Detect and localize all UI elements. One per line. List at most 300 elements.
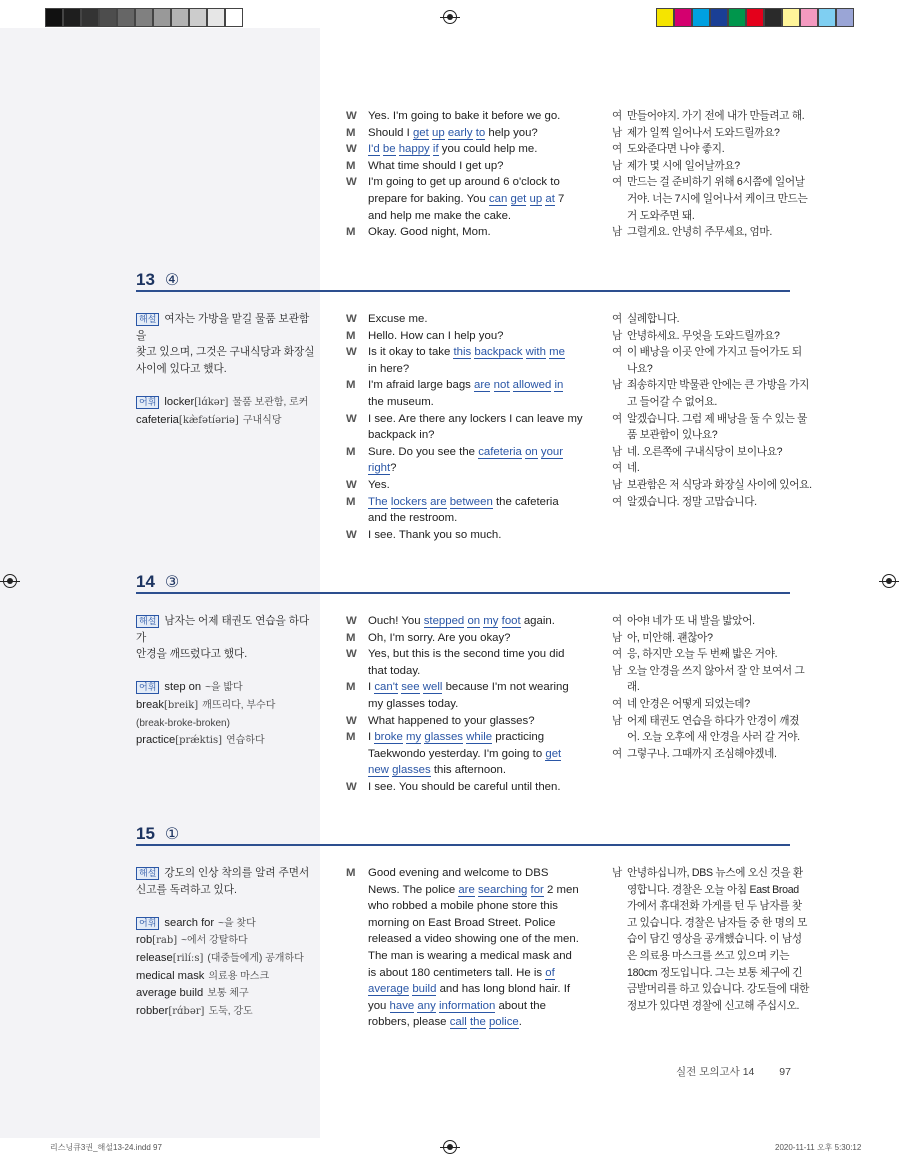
translation-text: 어. 오늘 오후에 새 안경을 사러 갈 거야.	[627, 731, 800, 744]
answer-blank-word: my	[406, 731, 422, 744]
answer-blank-word: up	[529, 192, 543, 205]
answer-blank-group	[374, 731, 492, 744]
answer-blank-word: this	[453, 346, 472, 359]
dialogue-script	[346, 311, 590, 543]
answer-blank-group	[368, 764, 431, 777]
vocab-entry	[136, 394, 316, 412]
line-text	[368, 646, 590, 663]
dialogue-line	[346, 344, 590, 361]
speaker-label: 남	[612, 329, 622, 342]
line-text	[368, 527, 590, 544]
translation-line	[612, 444, 792, 461]
vocab-word: locker	[164, 395, 195, 408]
speaker-label: 남	[612, 867, 622, 879]
vocab-entry	[136, 932, 316, 950]
translation-text: 만들어야지. 가기 전에 내가 만들려고 해.	[627, 110, 805, 122]
speaker-label	[612, 729, 627, 746]
speaker-label: M	[346, 681, 356, 694]
answer-blank-word: average	[368, 983, 410, 996]
plain-text: The man is wearing a medical mask and	[368, 949, 572, 962]
speaker-label: W	[346, 615, 357, 627]
answer-blank-word: to	[475, 126, 486, 139]
speaker-label: M	[346, 126, 356, 139]
translation-line	[612, 865, 803, 882]
translation-line	[612, 141, 792, 158]
plain-text: Good evening and welcome to DBS	[368, 867, 549, 879]
plain-text: .	[518, 1016, 522, 1029]
translation-text: 그렇구나. 그때까지 조심해야겠네.	[627, 747, 777, 760]
translation-line	[612, 344, 802, 361]
vocab-phonetic: [rilíːs]	[172, 952, 204, 964]
plain-text: and has long blond hair. If	[436, 983, 571, 996]
speaker-label: M	[346, 379, 356, 392]
speaker-label: 남	[612, 631, 622, 644]
vocab-entry	[136, 915, 316, 933]
dialogue-line	[346, 477, 590, 494]
speaker-label: W	[346, 346, 357, 359]
line-text	[368, 477, 590, 494]
explanation-text: 찾고 있으며, 그것은 구내식당과 화장실	[136, 346, 315, 359]
line-text	[368, 191, 590, 208]
speaker-label: 여	[612, 747, 622, 760]
speaker-label: 여	[612, 495, 622, 508]
registration-mark-icon	[443, 1140, 457, 1154]
page-folio	[676, 1064, 791, 1079]
speaker-label: 여	[612, 615, 622, 627]
dialogue-line	[346, 141, 590, 158]
plain-text: and help me make the cake.	[368, 209, 512, 222]
answer-blank-group	[413, 127, 485, 140]
translation-line	[612, 311, 792, 328]
plain-text: I see. Thank you so much.	[368, 528, 502, 541]
line-text	[368, 696, 590, 713]
plain-text: What happened to your glasses?	[368, 714, 535, 727]
plain-text: What time should I get up?	[368, 159, 504, 172]
speaker-label: 여	[612, 176, 622, 189]
translation-line	[612, 713, 800, 730]
line-text	[368, 948, 590, 965]
dialogue-line	[346, 328, 590, 345]
speaker-label: 남	[612, 664, 622, 677]
line-text	[368, 427, 590, 444]
dialogue-line	[346, 679, 590, 696]
answer-blank-word: up	[431, 126, 445, 139]
plain-text: again.	[520, 615, 555, 627]
vocab-meaning: ~을 밟다	[205, 682, 243, 694]
speaker-label	[612, 679, 627, 696]
answer-blank-word: happy	[398, 143, 430, 156]
speaker-label: W	[346, 412, 357, 425]
plain-text: 7	[554, 192, 565, 205]
speaker-label	[346, 394, 368, 411]
plain-text: Yes.	[368, 478, 390, 491]
translation-text: 안녕하십니까, DBS 뉴스에 오신 것을 환	[627, 867, 803, 879]
slug-date: 2020-11-11 오후 5:30:12	[775, 1143, 862, 1152]
translation-line	[612, 696, 792, 713]
line-text	[368, 108, 590, 125]
translation-text: 응, 하지만 오늘 두 번째 밟은 거야.	[627, 648, 778, 661]
speaker-label	[346, 898, 368, 915]
plain-text: Excuse me.	[368, 313, 428, 325]
line-text	[368, 882, 590, 899]
translation-text: 정보가 있다면 경찰에 신고해 주십시오.	[627, 999, 800, 1012]
vocab-phonetic: [rab]	[152, 935, 178, 947]
translation-text: 알겠습니다. 그럼 제 배낭을 둘 수 있는 물	[627, 412, 808, 425]
translation-text: 은 의료용 마스크를 쓰고 있으며 키는	[627, 949, 790, 962]
speaker-label: M	[346, 445, 356, 458]
vocab-meaning: 의료용 마스크	[208, 970, 270, 982]
speaker-label	[612, 965, 627, 982]
answer-blank-group	[545, 748, 561, 761]
answer-blank-word: I'd	[368, 143, 380, 156]
vocab-meaning: (대중들에게) 공개하다	[207, 952, 304, 964]
speaker-label	[346, 965, 368, 982]
translation-text: 고 있습니다. 경찰은 남자들 중 한 명의 모	[627, 916, 808, 929]
translation-text: 만드는 걸 준비하기 위해 6시쯤에 일어날	[627, 176, 805, 189]
line-text	[368, 713, 590, 730]
speaker-label: W	[346, 110, 357, 122]
translation-text: 제가 몇 시에 일어날까요?	[627, 159, 740, 172]
dialogue-line	[346, 311, 590, 328]
translation-text: 네 안경은 어떻게 되었는데?	[627, 697, 750, 710]
speaker-label	[346, 746, 368, 763]
speaker-label: 여	[612, 143, 622, 156]
color-swatch	[153, 8, 171, 27]
line-text	[368, 125, 590, 142]
vocab-word: practice	[136, 734, 176, 747]
speaker-label: M	[346, 495, 356, 508]
answer-blank-word: searching	[477, 883, 528, 896]
answer-blank-word: early	[447, 126, 473, 139]
translation-text: 고 들어갈 수 없어요.	[627, 395, 718, 408]
translation-line	[612, 224, 792, 241]
translation-text: 아야! 네가 또 내 발을 밟았어.	[627, 615, 755, 627]
speaker-label: 남	[612, 159, 622, 172]
translation-text: 습이 담긴 영상을 공개했습니다. 이 남성	[627, 933, 802, 946]
answer-blank-group	[478, 446, 563, 459]
dialogue-line	[346, 125, 590, 142]
korean-translation	[612, 108, 808, 241]
vocab-meaning: 보통 체구	[207, 988, 249, 1000]
dialogue-line	[346, 981, 590, 998]
answer-blank-word: in	[554, 379, 564, 392]
plain-text: News. The police	[368, 883, 459, 896]
dialogue-line	[346, 377, 590, 394]
vocab-entry	[136, 697, 316, 715]
color-swatch	[836, 8, 854, 27]
translation-line	[612, 998, 800, 1015]
translation-line	[612, 125, 792, 142]
vocab-badge: 어휘	[136, 396, 159, 409]
speaker-label	[612, 948, 627, 965]
vocab-word: robber	[136, 1004, 169, 1017]
answer-blank-group	[458, 884, 544, 897]
line-text	[368, 411, 590, 428]
explanation-badge: 해설	[136, 867, 159, 880]
translation-text: 가에서 휴대전화 가게를 턴 두 남자를 찾	[627, 900, 802, 913]
color-swatch	[728, 8, 746, 27]
answer-blank-word: the	[469, 1016, 486, 1029]
vocab-phonetic: [rɑ́bər]	[168, 1005, 205, 1017]
answer-blank-word: are	[458, 883, 475, 896]
answer-blank-group	[368, 496, 493, 509]
translation-text: 알겠습니다. 정말 고맙습니다.	[627, 495, 757, 508]
line-text	[368, 865, 590, 882]
plain-text: released a video showing one of the men.	[368, 933, 579, 946]
color-swatch	[692, 8, 710, 27]
line-text	[368, 613, 590, 630]
dialogue-line	[346, 108, 590, 125]
answer-mark: ①	[164, 826, 180, 843]
speaker-label: 여	[612, 648, 622, 661]
color-swatch	[800, 8, 818, 27]
line-text	[368, 377, 590, 394]
plain-text: Should I	[368, 126, 413, 139]
translation-line	[612, 882, 799, 899]
speaker-label: 여	[612, 412, 622, 425]
vocab-entry	[136, 715, 316, 733]
plain-text: in here?	[368, 362, 410, 375]
plain-text: backpack in?	[368, 429, 435, 442]
vocab-entry	[136, 985, 316, 1003]
answer-blank-word: lockers	[390, 495, 427, 508]
explanation-line	[136, 613, 316, 646]
translation-text: 네.	[627, 462, 640, 475]
color-swatch	[189, 8, 207, 27]
translation-line	[612, 965, 803, 982]
speaker-label: W	[346, 478, 357, 491]
line-text	[368, 915, 590, 932]
line-text	[368, 1014, 590, 1031]
plain-text: you could help me.	[438, 143, 538, 156]
translation-text: 품 보관함이 있나요?	[627, 429, 718, 442]
color-swatch	[117, 8, 135, 27]
plain-text: that today.	[368, 664, 421, 677]
translation-line	[612, 898, 802, 915]
plain-text: help you?	[485, 126, 538, 139]
dialogue-line	[346, 444, 590, 461]
answer-blank-group	[368, 462, 390, 475]
color-swatch	[764, 8, 782, 27]
explanation-text: 남자는 어제 태권도 연습을 하다가	[136, 615, 310, 644]
translation-text: 거 도와주면 돼.	[627, 209, 695, 222]
answer-blank-word: between	[449, 495, 493, 508]
explanation-text: 사이에 있다고 했다.	[136, 362, 227, 375]
translation-line	[612, 646, 792, 663]
speaker-label	[612, 427, 627, 444]
answer-blank-word: get	[545, 747, 562, 760]
vocab-word: medical mask	[136, 969, 205, 982]
vocab-badge: 어휘	[136, 681, 159, 694]
line-text	[368, 394, 590, 411]
dialogue-line	[346, 713, 590, 730]
section-header	[136, 572, 790, 594]
answer-blank-word: your	[540, 445, 564, 458]
line-text	[368, 898, 590, 915]
speaker-label	[346, 191, 368, 208]
plain-text: Yes, but this is the second time you did	[368, 648, 565, 661]
dialogue-line	[346, 613, 590, 630]
cmyk-color-bar	[656, 8, 854, 27]
vocab-word: rob	[136, 934, 153, 947]
explanation-line	[136, 646, 316, 663]
korean-translation	[612, 865, 810, 1014]
question-number: 14	[136, 572, 155, 591]
speaker-label	[612, 191, 627, 208]
translation-line	[612, 931, 802, 948]
line-text	[368, 931, 590, 948]
dialogue-line	[346, 224, 590, 241]
speaker-label: M	[346, 867, 356, 879]
translation-line	[612, 377, 810, 394]
speaker-label: M	[346, 329, 356, 342]
vocab-entry	[136, 412, 316, 430]
speaker-label: W	[346, 313, 357, 325]
dialogue-line	[346, 696, 590, 713]
translation-text: 죄송하지만 박물관 안에는 큰 가방을 가지	[627, 379, 810, 392]
plain-text: this afternoon.	[430, 764, 507, 777]
translation-text: 래.	[627, 681, 640, 694]
plain-text: the cafeteria	[492, 495, 559, 508]
question-number: 13	[136, 270, 155, 289]
speaker-label	[346, 948, 368, 965]
translation-text: 네. 오른쪽에 구내식당이 보이나요?	[627, 445, 783, 458]
speaker-label	[612, 981, 627, 998]
answer-blank-word: be	[382, 143, 396, 156]
plain-text: I	[368, 681, 375, 694]
translation-text: 아, 미안해. 괜찮아?	[627, 631, 713, 644]
answer-blank-word: can	[488, 192, 508, 205]
vocab-word: average build	[136, 987, 204, 1000]
question-number: 15	[136, 824, 155, 843]
color-swatch	[818, 8, 836, 27]
answer-blank-word: are	[474, 379, 491, 392]
speaker-label	[612, 394, 627, 411]
dialogue-line	[346, 1014, 590, 1031]
plain-text: Sure. Do you see the	[368, 445, 479, 458]
translation-line	[612, 679, 792, 696]
plain-text: Taekwondo yesterday. I'm going to	[368, 747, 546, 760]
answer-blank-group	[450, 1016, 519, 1029]
speaker-label	[346, 460, 368, 477]
line-text	[368, 762, 590, 779]
dialogue-line	[346, 948, 590, 965]
speaker-label: 남	[612, 478, 622, 491]
speaker-label: 여	[612, 110, 622, 122]
answer-blank-word: at	[545, 192, 555, 205]
answer-blank-group	[424, 615, 521, 628]
translation-line	[612, 630, 792, 647]
answer-blank-word: right	[368, 462, 391, 475]
translation-line	[612, 613, 792, 630]
color-swatch	[656, 8, 674, 27]
line-text	[368, 158, 590, 175]
color-swatch	[746, 8, 764, 27]
line-text	[368, 361, 590, 378]
speaker-label: 남	[612, 445, 622, 458]
spacer	[136, 898, 316, 915]
plain-text: Oh, I'm sorry. Are you okay?	[368, 631, 511, 644]
line-text	[368, 779, 590, 796]
line-text	[368, 460, 590, 477]
dialogue-line	[346, 746, 590, 763]
answer-blank-word: cafeteria	[478, 445, 522, 458]
vocab-meaning: 연습하다	[225, 735, 265, 747]
answer-blank-word: broke	[374, 731, 403, 744]
translation-text: 도와준다면 나야 좋지.	[627, 143, 725, 156]
explanation-line	[136, 311, 316, 344]
speaker-label	[346, 981, 368, 998]
answer-blank-word: police	[488, 1016, 519, 1029]
answer-blank-word: any	[417, 999, 436, 1012]
speaker-label	[612, 208, 627, 225]
color-swatch	[81, 8, 99, 27]
speaker-label	[612, 915, 627, 932]
vocab-meaning: 깨뜨리다, 부수다	[202, 699, 276, 711]
speaker-label	[346, 762, 368, 779]
speaker-label	[612, 998, 627, 1015]
spacer	[136, 663, 316, 680]
translation-text: 제가 일찍 일어나서 도와드릴까요?	[627, 126, 780, 139]
answer-blank-group	[489, 193, 555, 206]
plain-text: about the	[495, 999, 546, 1012]
slug-filename: 리스닝큐3권_해설13-24.indd 97	[50, 1143, 162, 1152]
explanation-text: 신고를 독려하고 있다.	[136, 883, 237, 896]
translation-text: 180cm 정도입니다. 그는 보통 체구에 긴	[627, 966, 803, 979]
plain-text: Is it okay to take	[368, 346, 454, 359]
color-swatch	[674, 8, 692, 27]
plain-text: who robbed a mobile phone store this	[368, 900, 558, 913]
translation-line	[612, 208, 792, 225]
speaker-label	[346, 696, 368, 713]
speaker-label	[346, 427, 368, 444]
line-text	[368, 311, 590, 328]
line-text	[368, 679, 590, 696]
line-text	[368, 998, 590, 1015]
answer-blank-word: backpack	[474, 346, 523, 359]
plain-text: prepare for baking. You	[368, 192, 489, 205]
line-text	[368, 965, 590, 982]
vocab-word: release	[136, 951, 173, 964]
dialogue-line	[346, 915, 590, 932]
plain-text: my glasses today.	[368, 697, 459, 710]
color-swatch	[99, 8, 117, 27]
speaker-label: M	[346, 631, 356, 644]
answer-blank-word: information	[438, 999, 496, 1012]
translation-text: 이 배낭을 이곳 안에 가지고 들어가도 되	[627, 346, 802, 359]
answer-blank-word: foot	[501, 615, 521, 627]
speaker-label	[346, 510, 368, 527]
answer-blank-word: have	[389, 999, 415, 1012]
dialogue-line	[346, 427, 590, 444]
speaker-label: 남	[612, 126, 622, 139]
dialogue-line	[346, 729, 590, 746]
vocab-meaning: ~을 찾다	[218, 917, 256, 929]
color-swatch	[135, 8, 153, 27]
speaker-label	[612, 898, 627, 915]
plain-text: you	[368, 999, 390, 1012]
vocab-phonetic: [breik]	[164, 699, 199, 711]
color-swatch	[782, 8, 800, 27]
color-swatch	[710, 8, 728, 27]
speaker-label: W	[346, 176, 357, 189]
vocab-word: search for	[164, 916, 215, 929]
answer-blank-word: can't	[374, 681, 399, 694]
line-text	[368, 224, 590, 241]
registration-mark-icon	[882, 574, 896, 588]
color-swatch	[63, 8, 81, 27]
plain-text: morning on East Broad Street. Police	[368, 916, 556, 929]
